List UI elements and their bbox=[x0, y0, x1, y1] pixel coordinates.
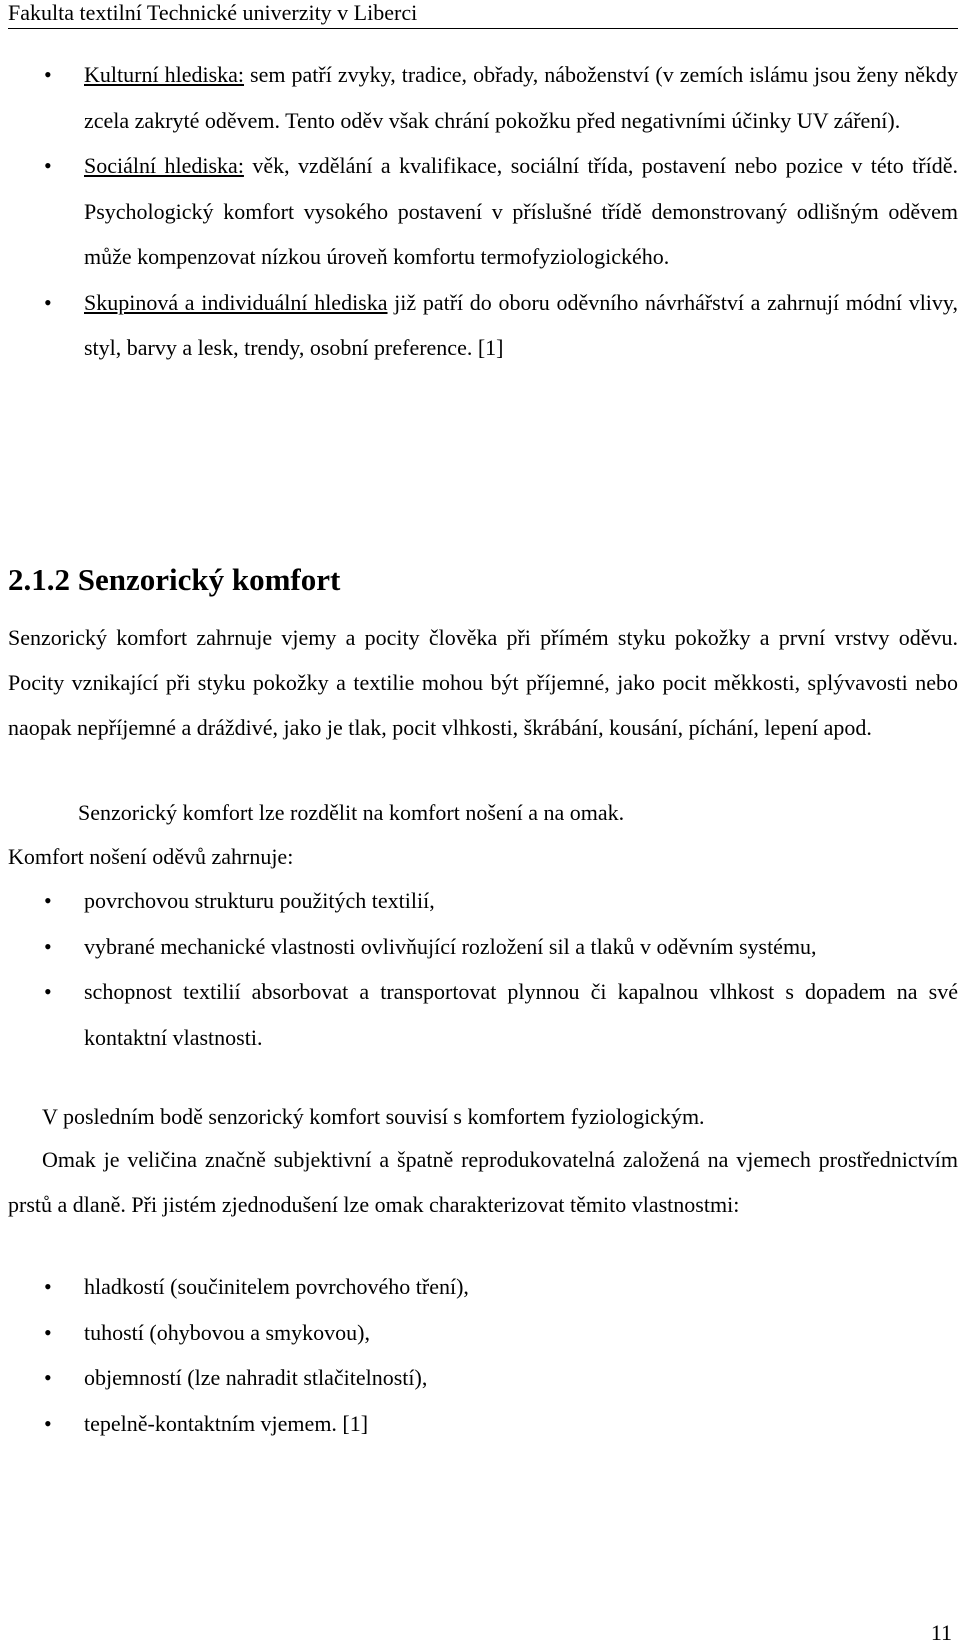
list-item-group bbox=[0, 280, 958, 371]
paragraph-sensory-intro: Senzorický komfort zahrnuje vjemy a pocity člověka při přímém styku pokožky a první vrstvy oděvu. Pocity vznikající při styku pokožky a textilie mohou být příjemné, jako pocit měkkosti, splývavosti nebo naopak nepříjemné a dráždivé, jako je tlak, pocit vlhkosti, škrábání, kousání, píchání, lepení apod. bbox=[8, 625, 958, 740]
term-social: Sociální hlediska: bbox=[84, 153, 244, 178]
page-number: 11 bbox=[930, 1620, 952, 1645]
list-item: • tuhostí (ohybovou a smykovou), bbox=[0, 1310, 958, 1356]
page-header: Fakulta textilní Technické univerzity v Liberci bbox=[8, 0, 418, 25]
term-cultural: Kulturní hlediska: bbox=[84, 62, 245, 87]
hand-properties-list bbox=[0, 1264, 960, 1446]
desc-social: věk, vzdělání a kvalifikace, sociální třída, postavení nebo pozice v této třídě. Psychologický komfort vysokého postavení v příslušné třídě demonstrovaný odlišným oděvem může kompenzovat nízkou úroveň komfortu termofyziologického. bbox=[84, 153, 959, 269]
paragraph-wear-comfort: Komfort nošení oděvů zahrnuje: bbox=[8, 844, 294, 869]
header-rule bbox=[8, 28, 958, 29]
list-item-social bbox=[0, 143, 958, 280]
list-item: • povrchovou strukturu použitých textilií, bbox=[0, 878, 958, 924]
desc-group: již patří do oboru oděvního návrhářství a zahrnují módní vlivy, styl, barvy a lesk, trendy, osobní preference. [1] bbox=[84, 289, 958, 360]
paragraph-physiological: V posledním bodě senzorický komfort souvisí s komfortem fyziologickým. bbox=[42, 1104, 705, 1129]
section-heading: 2.1.2 Senzorický komfort bbox=[8, 562, 341, 597]
term-group: Skupinová a individuální hlediska bbox=[84, 289, 388, 315]
list-item: • hladkostí (součinitelem povrchového tření), bbox=[0, 1264, 958, 1310]
paragraph-sensory-split: Senzorický komfort lze rozdělit na komfort nošení a na omak. bbox=[78, 800, 625, 825]
desc-cultural: sem patří zvyky, tradice, obřady, náboženství (v zemích islámu jsou ženy někdy zcela zakryté oděvem. Tento oděv však chrání pokožku před negativními účinky UV záření). bbox=[84, 62, 958, 133]
paragraph-hand: Omak je veličina značně subjektivní a špatně reprodukovatelná založená na vjemech prostřednictvím prstů a dlaně. Při jistém zjednodušení lze omak charakterizovat těmito vlastnostmi: bbox=[8, 1147, 958, 1217]
list-item: • vybrané mechanické vlastnosti ovlivňující rozložení sil a tlaků v oděvním systému, bbox=[0, 924, 958, 970]
list-item-cultural bbox=[0, 52, 958, 143]
aspects-list bbox=[0, 52, 960, 371]
wear-comfort-list bbox=[0, 878, 960, 1060]
list-item: • tepelně-kontaktním vjemem. [1] bbox=[0, 1401, 958, 1447]
list-item: • schopnost textilií absorbovat a transportovat plynnou či kapalnou vlhkost s dopadem na své kontaktní vlastnosti. bbox=[0, 969, 958, 1060]
list-item: • objemností (lze nahradit stlačitelností), bbox=[0, 1355, 958, 1401]
